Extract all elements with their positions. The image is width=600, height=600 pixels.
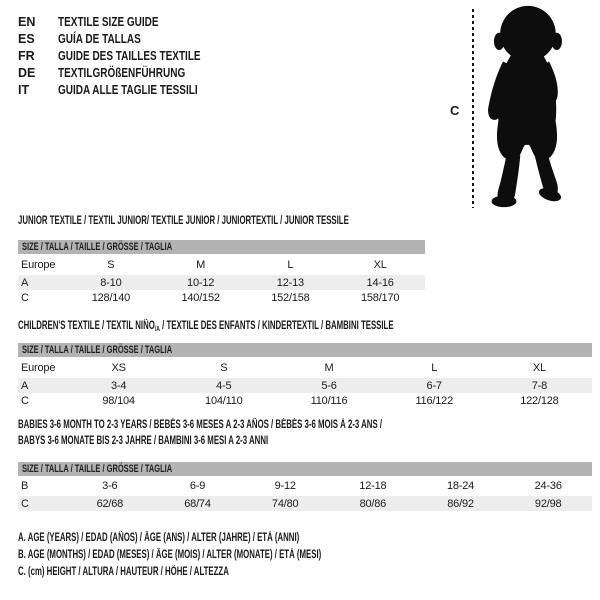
language-row	[18, 13, 236, 30]
row-label: A	[21, 276, 29, 289]
guide-title: GUÍA DE TALLAS	[58, 31, 141, 46]
months-cell: 24-36	[534, 480, 562, 492]
language-code: ES	[18, 31, 35, 46]
row-label: C	[21, 292, 29, 304]
babies-size-table	[18, 476, 592, 511]
language-code: IT	[18, 82, 30, 97]
height-cell: 140/152	[181, 292, 220, 304]
babies-size-header-bar: SIZE / TALLA / TAILLE / GRÖSSE / TAGLIA	[18, 462, 592, 476]
height-cell: 122/128	[520, 395, 559, 407]
table-row-age	[18, 378, 592, 393]
size-cell: S	[220, 361, 228, 374]
children-size-header-bar: SIZE / TALLA / TAILLE / GRÖSSE / TAGLIA	[18, 343, 592, 357]
height-cell: 86/92	[447, 497, 474, 510]
months-cell: 18-24	[446, 480, 475, 492]
baby-silhouette	[479, 4, 575, 210]
months-cell: 9-12	[274, 480, 296, 492]
guide-title: TEXTILE SIZE GUIDE	[58, 14, 159, 29]
language-code: EN	[18, 14, 36, 29]
height-measure-label: C	[450, 103, 460, 118]
age-cell: 4-5	[216, 379, 232, 392]
height-cell: 128/140	[91, 292, 131, 304]
junior-size-table	[18, 254, 425, 306]
table-row-europe	[18, 254, 425, 275]
row-label: Europe	[21, 258, 56, 271]
table-row-age	[18, 275, 425, 290]
height-cell: 152/158	[271, 292, 310, 304]
language-row	[18, 47, 236, 64]
row-label: B	[21, 480, 29, 492]
months-cell: 6-9	[189, 480, 206, 492]
language-code: DE	[18, 65, 36, 80]
age-cell: 7-8	[531, 379, 548, 392]
guide-title: GUIDA ALLE TAGLIE TESSILI	[58, 82, 198, 97]
footnote-height: C. (cm) HEIGHT / ALTURA / HAUTEUR / HÖHE / ALTEZZA	[18, 566, 229, 578]
size-cell: XL	[532, 361, 546, 374]
size-cell: L	[287, 258, 294, 271]
age-cell: 14-16	[366, 276, 394, 289]
children-table-title: CHILDREN'S TEXTILE / TEXTIL NIÑO/A / TEXTILE DES ENFANTS / KINDERTEXTIL / BAMBINI TESSILE	[18, 320, 394, 333]
age-cell: 3-4	[110, 379, 127, 392]
babies-table-title-line1: BABIES 3-6 MONTH TO 2-3 YEARS / BEBÉS 3-6 MESES A 2-3 AÑOS / BÉBÉS 3-6 MOIS À 2-3 ANS /	[18, 419, 383, 431]
row-label: C	[21, 497, 29, 510]
table-row-months	[18, 476, 592, 496]
height-cell: 98/104	[102, 395, 135, 407]
junior-table-title: JUNIOR TEXTILE / TEXTIL JUNIOR/ TEXTILE JUNIOR / JUNIORTEXTIL / JUNIOR TESSILE	[18, 215, 349, 227]
language-row	[18, 30, 236, 47]
age-cell: 12-13	[276, 276, 304, 289]
size-cell: XS	[111, 361, 126, 374]
size-cell: L	[431, 361, 438, 374]
size-cell: XL	[373, 258, 387, 271]
height-cell: 158/170	[360, 292, 400, 304]
language-code: FR	[18, 48, 35, 63]
size-cell: S	[107, 258, 115, 271]
language-row	[18, 64, 236, 81]
height-cell: 104/110	[205, 395, 243, 407]
language-title-list	[18, 13, 236, 98]
footnote-age-years: A. AGE (YEARS) / EDAD (AÑOS) / ÂGE (ANS) / ALTER (JAHRE) / ETÀ (ANNI)	[18, 532, 300, 544]
subscript-text: /A	[154, 324, 160, 333]
language-row	[18, 81, 236, 98]
guide-title: TEXTILGRÖßENFÜHRUNG	[58, 65, 186, 80]
age-cell: 8-10	[100, 276, 122, 289]
junior-size-header-bar: SIZE / TALLA / TAILLE / GRÖSSE / TAGLIA	[18, 240, 425, 254]
table-row-height	[18, 290, 425, 306]
height-cell: 68/74	[184, 497, 211, 510]
table-row-height	[18, 393, 592, 409]
months-cell: 12-18	[359, 480, 387, 492]
height-cell: 110/116	[310, 395, 348, 407]
babies-table-title-line2: BABYS 3-6 MONATE BIS 2-3 JAHRE / BAMBINI 3-6 MESI A 2-3 ANNI	[18, 435, 269, 447]
row-label: A	[21, 379, 29, 392]
age-cell: 10-12	[187, 276, 215, 289]
children-size-table	[18, 357, 592, 409]
legend-footnotes	[18, 532, 464, 583]
height-measure-dashed-line	[472, 9, 474, 208]
height-cell: 62/68	[96, 497, 124, 510]
height-cell: 74/80	[271, 497, 299, 510]
size-cell: M	[196, 258, 206, 271]
table-row-europe	[18, 357, 592, 378]
footnote-age-months: B. AGE (MONTHS) / EDAD (MESES) / ÂGE (MOIS) / ALTER (MONATE) / ETÀ (MESI)	[18, 549, 322, 561]
row-label: Europe	[21, 361, 56, 374]
size-cell: M	[324, 361, 334, 374]
table-row-height	[18, 496, 592, 511]
height-cell: 116/122	[415, 395, 453, 407]
height-cell: 92/98	[534, 497, 562, 510]
height-cell: 80/86	[359, 497, 387, 510]
guide-title: GUIDE DES TAILLES TEXTILE	[58, 48, 201, 63]
row-label: C	[21, 395, 29, 407]
age-cell: 6-7	[426, 379, 442, 392]
months-cell: 3-6	[102, 480, 118, 492]
age-cell: 5-6	[321, 379, 337, 392]
